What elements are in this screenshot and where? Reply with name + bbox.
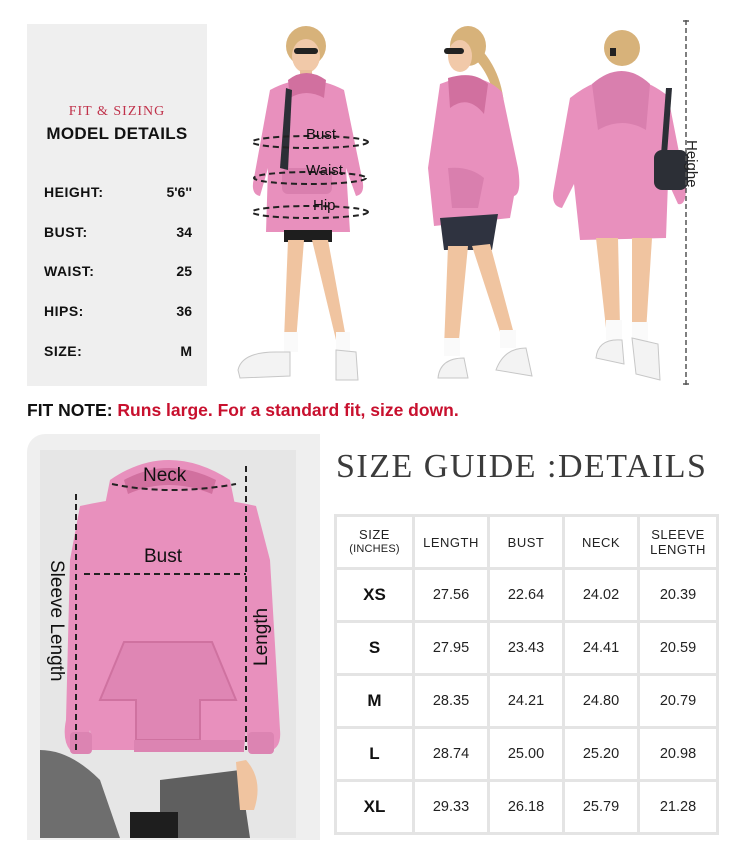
stat-label: SIZE: [44, 343, 83, 359]
cell-bust: 24.21 [490, 676, 562, 726]
stat-value: 34 [176, 224, 192, 240]
cell-size: L [337, 729, 412, 779]
header-sleeve-length [640, 517, 716, 567]
cell-size: S [337, 623, 412, 673]
model-hip-label: Hip [313, 197, 336, 214]
stat-value: 36 [176, 303, 192, 319]
cell-neck: 24.80 [565, 676, 637, 726]
size-guide-title: SIZE GUIDE :DETAILS [336, 448, 708, 485]
flatlay-sleeve-label: Sleeve Length [46, 560, 67, 682]
header-neck: NECK [565, 517, 637, 567]
height-label: Heighe [683, 140, 700, 188]
model-side-photo [418, 18, 548, 390]
table-row [337, 623, 716, 673]
cell-length: 27.56 [415, 570, 487, 620]
header-length: LENGTH [415, 517, 487, 567]
cell-sleeve: 20.98 [640, 729, 716, 779]
stat-label: WAIST: [44, 263, 95, 279]
model-bust-label: Bust [306, 126, 337, 143]
fit-note-label: FIT NOTE: [27, 400, 113, 420]
cell-bust: 26.18 [490, 782, 562, 832]
header-bust: BUST [490, 517, 562, 567]
table-row [337, 782, 716, 832]
cell-bust: 25.00 [490, 729, 562, 779]
model-details-card [27, 24, 207, 386]
cell-neck: 25.79 [565, 782, 637, 832]
table-row [337, 676, 716, 726]
height-measure-line [683, 20, 689, 385]
stat-value: 25 [176, 263, 192, 279]
cell-sleeve: 20.79 [640, 676, 716, 726]
model-stat-waist [44, 263, 192, 283]
cell-size: XS [337, 570, 412, 620]
header-size-label: SIZE [359, 527, 390, 542]
table-header-row [337, 517, 716, 567]
cell-length: 28.35 [415, 676, 487, 726]
header-size-unit: (INCHES) [349, 543, 400, 555]
cell-bust: 22.64 [490, 570, 562, 620]
header-size [337, 517, 412, 567]
table-row [337, 570, 716, 620]
cell-length: 27.95 [415, 623, 487, 673]
cell-size: XL [337, 782, 412, 832]
flatlay-length-label: Length [251, 607, 272, 666]
cell-sleeve: 20.59 [640, 623, 716, 673]
fit-note [27, 400, 459, 421]
model-front-photo [232, 18, 382, 390]
header-sleeve-line2: LENGTH [650, 542, 706, 557]
stat-label: HIPS: [44, 303, 84, 319]
model-stat-bust [44, 224, 192, 244]
fit-note-text: Runs large. For a standard fit, size down. [117, 400, 459, 420]
model-waist-label: Waist [306, 162, 343, 179]
fit-sizing-kicker: FIT & SIZING [68, 104, 166, 119]
cell-sleeve: 21.28 [640, 782, 716, 832]
cell-sleeve: 20.39 [640, 570, 716, 620]
cell-neck: 25.20 [565, 729, 637, 779]
cell-size: M [337, 676, 412, 726]
flatlay-neck-label: Neck [143, 465, 187, 486]
model-stat-size [44, 343, 192, 363]
cell-neck: 24.41 [565, 623, 637, 673]
model-stat-hips [44, 303, 192, 323]
size-guide-table [334, 514, 719, 835]
cell-length: 28.74 [415, 729, 487, 779]
cell-bust: 23.43 [490, 623, 562, 673]
cell-neck: 24.02 [565, 570, 637, 620]
header-sleeve-line1: SLEEVE [651, 527, 705, 542]
model-back-photo [540, 18, 690, 390]
stat-value: M [180, 343, 192, 359]
stat-label: BUST: [44, 224, 88, 240]
model-stat-height [44, 184, 192, 204]
model-details-heading: MODEL DETAILS [46, 124, 188, 143]
cell-length: 29.33 [415, 782, 487, 832]
stat-label: HEIGHT: [44, 184, 104, 200]
table-row [337, 729, 716, 779]
flatlay-bust-label: Bust [144, 546, 183, 567]
stat-value: 5'6'' [166, 184, 192, 200]
